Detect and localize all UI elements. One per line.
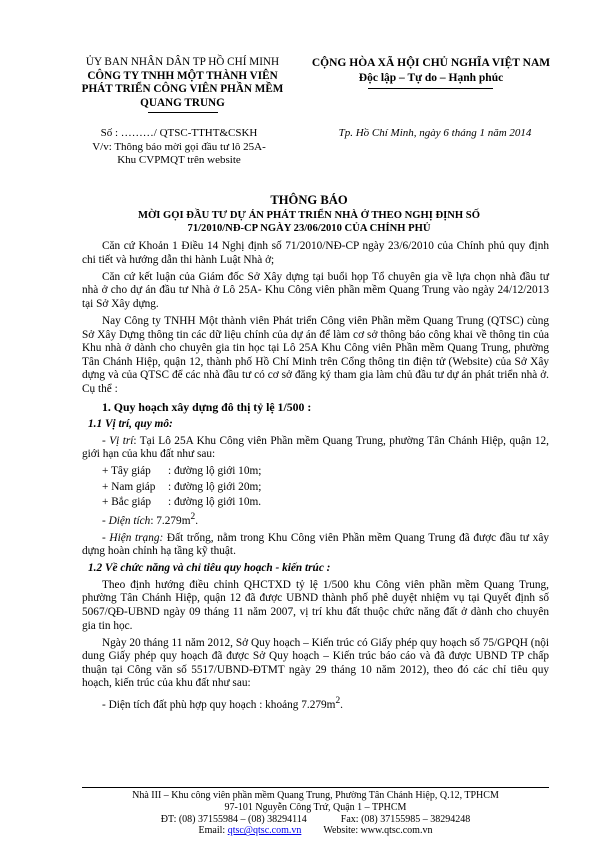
footer-divider [82,787,549,788]
status-label: - Hiện trạng: [102,531,164,544]
footer-fax: Fax: (08) 37155985 – 38294248 [340,813,471,825]
section-heading-1-2: 1.2 Về chức năng và chỉ tiêu quy hoạch - kiến trúc : [88,562,331,575]
footer-phone-fax [82,814,549,826]
area-label: - Diện tích [102,514,151,527]
status-text: Đất trống, nằm trong Khu Công viên Phần mềm Quang Trung đã được đầu tư xây dựng hoàn chỉnh hạ tầng kỹ thuật. [82,531,549,558]
land-area-text: - Diện tích đất phù hợp quy hoạch : khoảng 7.279m [102,698,336,711]
status-paragraph [82,532,549,559]
location-text: : Tại Lô 25A Khu Công viên Phần mềm Quang Trung, phường Tân Chánh Hiệp, quận 12, giới hạn của khu đất như sau: [82,434,549,461]
issuer-block [55,56,310,110]
footer-address-1: Nhà III – Khu công viên phần mềm Quang Trung, Phường Tân Chánh Hiệp, Q.12, TPHCM [132,790,499,801]
paragraph-announcement: Nay Công ty TNHH Một thành viên Phát triển Công viên Phần mềm Quang Trung (QTSC) cùng Sở Xây Dựng thông tin các dữ liệu chính của dự án để làm cơ sở thông báo công khai về thông tin của Khu nhà ở dành cho chuyên gia tin học tại Lô 25A Khu Công viên Phần mềm Quang Trung, phường Tân Chánh Hiệp, quận 12, thành phố Hồ Chí Minh trên Cổng thông tin điện tử (Website) của Sở Xây dựng và của QTSC để các nhà đầu tư có cơ sở đăng ký tham gia làm chủ đầu tư dự án phát triển nhà ở. Cụ thể : [82,314,549,395]
company-name-line3: QUANG TRUNG [140,96,225,109]
footer-email-web [82,825,549,837]
area-unit-exponent: 2 [190,511,196,522]
footer-email-label: Email: [198,825,228,837]
boundary-row [82,465,549,479]
subtitle-line2: 71/2010/NĐ-CP NGÀY 23/06/2010 CỦA CHÍNH PHỦ [187,223,431,234]
paragraph-legal-basis-2: Căn cứ kết luận của Giám đốc Sở Xây dựng tại buổi họp Tổ chuyên gia về lựa chọn nhà đầu tư nhà ở cho dự án đầu tư Nhà ở Lô 25A- Khu Công viên phần mềm Quang Trung vào ngày 24/12/2013 tại Sở Xây dựng. [82,270,549,310]
boundary-text: : đường lộ giới 10m; [168,465,262,478]
subject-line2: Khu CVPMQT trên website [117,154,241,166]
footer-website: Website: www.qtsc.com.vn [323,825,433,837]
document-date: Tp. Hồ Chí Minh, ngày 6 tháng 1 năm 2014 [338,127,532,139]
national-motto: Độc lập – Tự do – Hạnh phúc [358,71,504,84]
paragraph-planning-direction: Theo định hướng điều chỉnh QHCTXD tỷ lệ 1/500 khu Công viên phần mềm Quang Trung, phường Tân Chánh Hiệp, quận 12 đã được UBND thành phố phê duyệt nhiệm vụ tại Quyết định số 5067/QĐ-UBND ngày 09 tháng 11 năm 2007, vị trí khu đất thuộc chức năng đất ở dành cho chuyên gia tin học. [82,578,549,632]
boundary-side: + Bắc giáp [102,495,152,508]
boundary-row [82,481,549,495]
footer-contact [82,790,549,837]
section-heading-1-1: 1.1 Vị trí, quy mô: [88,418,173,431]
document-number: Số : ………/ QTSC-TTHT&CSKH [100,127,258,139]
motto-underline [368,88,493,89]
subtitle-line1: MỜI GỌI ĐẦU TƯ DỰ ÁN PHÁT TRIỂN NHÀ Ở THEO NGHỊ ĐỊNH SỐ [138,210,480,221]
boundary-side: + Tây giáp [102,465,151,478]
land-area-end: . [340,698,343,711]
document-subtitle [64,209,554,235]
section-heading-1: 1. Quy hoạch xây dựng đô thị tỷ lệ 1/500 : [102,399,312,414]
land-area-exponent: 2 [335,695,341,706]
land-area-paragraph [82,695,549,712]
location-label: - Vị trí [102,434,134,447]
location-paragraph [82,435,549,462]
boundary-row [82,496,549,510]
subject-line1: V/v: Thông báo mời gọi đầu tư lô 25A- [92,140,266,153]
boundary-text: : đường lộ giới 10m. [168,495,262,508]
boundary-side: + Nam giáp [102,480,156,493]
boundary-text: : đường lộ giới 20m; [168,480,262,493]
issuing-agency: ỦY BAN NHÂN DÂN TP HỒ CHÍ MINH [85,56,280,68]
footer-address-2: 97-101 Nguyễn Công Trứ, Quận 1 – TPHCM [224,801,407,813]
area-value: : 7.279m [150,514,191,527]
nation-name: CỘNG HÒA XÃ HỘI CHỦ NGHĨA VIỆT NAM [311,57,551,69]
document-title: THÔNG BÁO [270,193,348,207]
company-name-line2: PHÁT TRIỂN CÔNG VIÊN PHẦN MỀM [81,83,284,95]
paragraph-legal-basis-1: Căn cứ Khoản 1 Điều 14 Nghị định số 71/2010/NĐ-CP ngày 23/6/2010 của Chính phủ quy định chi tiết và hướng dẫn thi hành Luật Nhà ở; [82,240,549,266]
footer-phone: ĐT: (08) 37155984 – (08) 38294114 [160,813,307,825]
area-end: . [195,514,199,527]
paragraph-planning-permit: Ngày 20 tháng 11 năm 2012, Sở Quy hoạch – Kiến trúc có Giấy phép quy hoạch số 75/GPQH (nội dung Giấy phép quy hoạch đã được Sở Quy hoạch – Kiến trúc báo cáo và đã được UBND TP chấp thuận tại Công văn số 5517/UBND-ĐTMT ngày 29 tháng 10 năm 2012), theo đó các chỉ tiêu quy hoạch, kiến trúc của khu đất như sau: [82,636,549,690]
national-title-block [296,56,566,85]
document-body [82,240,549,715]
area-paragraph [82,511,549,528]
issuer-underline [148,112,218,113]
footer-email-link[interactable]: qtsc@qtsc.com.vn [227,825,302,837]
reference-block [64,127,294,168]
company-name-line1: CÔNG TY TNHH MỘT THÀNH VIÊN [87,69,278,82]
